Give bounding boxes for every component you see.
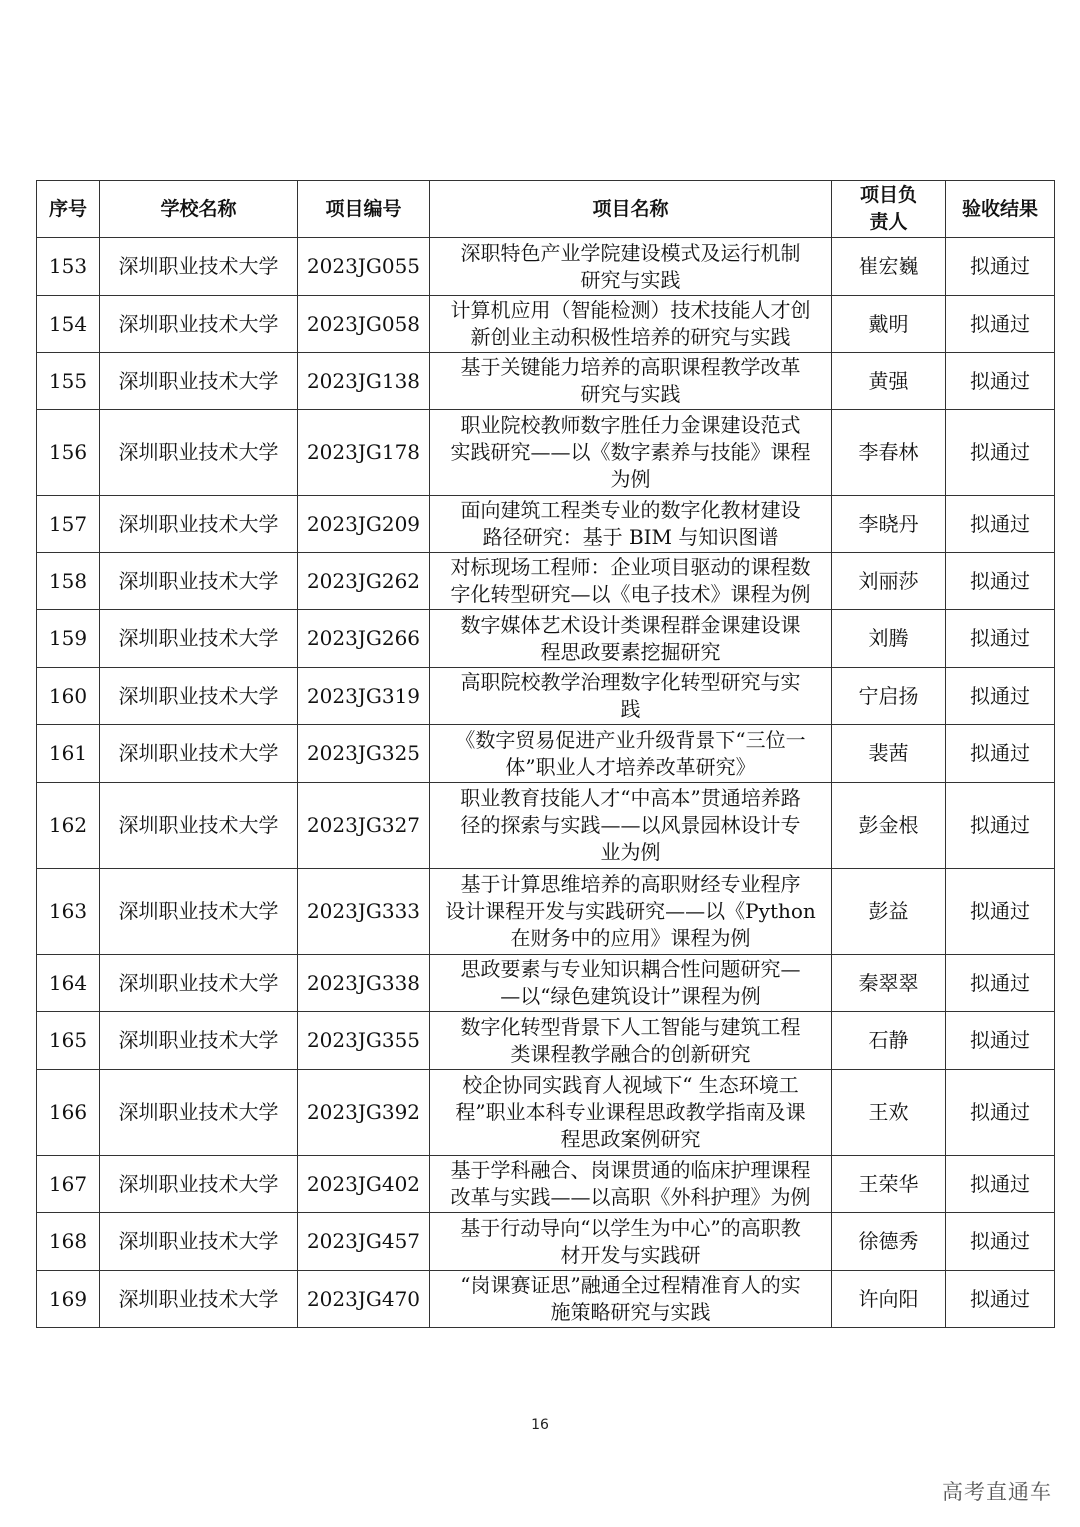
serial-cell: 154 <box>37 296 100 353</box>
project-name-cell <box>430 668 832 725</box>
table-row <box>37 668 1055 725</box>
project-name-cell <box>430 238 832 296</box>
serial-cell: 153 <box>37 238 100 296</box>
leader-cell: 黄强 <box>832 353 946 410</box>
header-code: 项目编号 <box>298 181 430 238</box>
leader-cell: 裴茜 <box>832 725 946 783</box>
leader-cell: 王欢 <box>832 1070 946 1156</box>
table-body <box>37 238 1055 1328</box>
results-table <box>36 180 1055 1328</box>
project-name-line: “岗课赛证思”融通全过程精准育人的实 <box>460 1273 801 1297</box>
project-name-line: 体”职业人才培养改革研究》 <box>505 754 756 779</box>
school-cell: 深圳职业技术大学 <box>100 1070 298 1156</box>
project-name-cell <box>430 725 832 783</box>
watermark: 高考直通车 <box>942 1480 1052 1504</box>
table-row <box>37 869 1055 955</box>
project-name-cell <box>430 1213 832 1271</box>
school-cell: 深圳职业技术大学 <box>100 1271 298 1328</box>
result-cell: 拟通过 <box>946 238 1055 296</box>
result-cell: 拟通过 <box>946 869 1055 955</box>
leader-cell: 宁启扬 <box>832 668 946 725</box>
project-name-line: 程思政案例研究 <box>560 1127 701 1151</box>
code-cell: 2023JG338 <box>298 955 430 1012</box>
project-name-line: 路径研究：基于 BIM 与知识图谱 <box>482 525 779 549</box>
serial-cell: 163 <box>37 869 100 955</box>
project-name-cell <box>430 610 832 668</box>
project-name-cell <box>430 296 832 353</box>
project-name-line: 面向建筑工程类专业的数字化教材建设 <box>460 498 801 522</box>
leader-cell: 彭益 <box>832 869 946 955</box>
result-cell: 拟通过 <box>946 1156 1055 1213</box>
project-name-line: 基于关键能力培养的高职课程教学改革 <box>460 355 801 379</box>
leader-cell: 刘丽莎 <box>832 553 946 610</box>
serial-cell: 160 <box>37 668 100 725</box>
table-row <box>37 725 1055 783</box>
school-cell: 深圳职业技术大学 <box>100 1156 298 1213</box>
leader-cell: 秦翠翠 <box>832 955 946 1012</box>
leader-cell: 彭金根 <box>832 783 946 869</box>
header-project-name: 项目名称 <box>430 181 832 238</box>
project-name-line: 施策略研究与实践 <box>550 1300 711 1324</box>
serial-cell: 166 <box>37 1070 100 1156</box>
code-cell: 2023JG402 <box>298 1156 430 1213</box>
table-row <box>37 410 1055 496</box>
serial-cell: 156 <box>37 410 100 496</box>
school-cell: 深圳职业技术大学 <box>100 783 298 869</box>
leader-cell: 石静 <box>832 1012 946 1070</box>
serial-cell: 158 <box>37 553 100 610</box>
school-cell: 深圳职业技术大学 <box>100 1213 298 1271</box>
project-name-line: 研究与实践 <box>580 382 681 406</box>
project-name-cell <box>430 1271 832 1328</box>
page-number: 16 <box>531 1417 549 1433</box>
project-name-cell <box>430 553 832 610</box>
leader-cell: 许向阳 <box>832 1271 946 1328</box>
table-row <box>37 496 1055 553</box>
project-name-line: 基于行动导向“以学生为中心”的高职教 <box>460 1215 801 1240</box>
table-row <box>37 1271 1055 1328</box>
table-row <box>37 353 1055 410</box>
project-name-line: 类课程教学融合的创新研究 <box>510 1041 751 1066</box>
code-cell: 2023JG457 <box>298 1213 430 1271</box>
leader-cell: 徐德秀 <box>832 1213 946 1271</box>
serial-cell: 165 <box>37 1012 100 1070</box>
project-name-line: 为例 <box>610 467 651 491</box>
leader-cell: 刘腾 <box>832 610 946 668</box>
project-name-cell <box>430 783 832 869</box>
project-name-line: 实践研究——以《数字素养与技能》课程 <box>450 440 811 464</box>
school-cell: 深圳职业技术大学 <box>100 1012 298 1070</box>
serial-cell: 164 <box>37 955 100 1012</box>
school-cell: 深圳职业技术大学 <box>100 553 298 610</box>
serial-cell: 161 <box>37 725 100 783</box>
school-cell: 深圳职业技术大学 <box>100 668 298 725</box>
leader-cell: 李春林 <box>832 410 946 496</box>
project-name-line: 深职特色产业学院建设模式及运行机制 <box>460 240 801 265</box>
result-cell: 拟通过 <box>946 1213 1055 1271</box>
school-cell: 深圳职业技术大学 <box>100 869 298 955</box>
table-row <box>37 610 1055 668</box>
code-cell: 2023JG138 <box>298 353 430 410</box>
code-cell: 2023JG319 <box>298 668 430 725</box>
project-name-line: 设计课程开发与实践研究——以《Python <box>445 899 816 923</box>
project-name-cell <box>430 410 832 496</box>
project-name-cell <box>430 869 832 955</box>
result-cell: 拟通过 <box>946 1070 1055 1156</box>
table-row <box>37 1012 1055 1070</box>
project-name-line: 径的探索与实践——以风景园林设计专 <box>460 813 801 837</box>
school-cell: 深圳职业技术大学 <box>100 496 298 553</box>
table-row <box>37 296 1055 353</box>
leader-cell: 王荣华 <box>832 1156 946 1213</box>
serial-cell: 167 <box>37 1156 100 1213</box>
project-name-line: 对标现场工程师：企业项目驱动的课程数 <box>450 555 811 579</box>
code-cell: 2023JG209 <box>298 496 430 553</box>
school-cell: 深圳职业技术大学 <box>100 410 298 496</box>
serial-cell: 159 <box>37 610 100 668</box>
project-name-line: 字化转型研究—以《电子技术》课程为例 <box>450 582 811 606</box>
leader-cell: 戴明 <box>832 296 946 353</box>
result-cell: 拟通过 <box>946 296 1055 353</box>
project-name-line: 研究与实践 <box>580 267 681 292</box>
project-name-line: 高职院校教学治理数字化转型研究与实 <box>460 670 801 694</box>
serial-cell: 168 <box>37 1213 100 1271</box>
table-row <box>37 238 1055 296</box>
code-cell: 2023JG333 <box>298 869 430 955</box>
result-cell: 拟通过 <box>946 410 1055 496</box>
result-cell: 拟通过 <box>946 725 1055 783</box>
project-name-cell <box>430 1156 832 1213</box>
header-row <box>37 181 1055 238</box>
header-serial: 序号 <box>37 181 100 238</box>
header-result: 验收结果 <box>946 181 1055 238</box>
serial-cell: 157 <box>37 496 100 553</box>
project-name-line: 在财务中的应用》课程为例 <box>510 926 751 950</box>
project-name-line: 数字化转型背景下人工智能与建筑工程 <box>460 1014 801 1039</box>
result-cell: 拟通过 <box>946 553 1055 610</box>
school-cell: 深圳职业技术大学 <box>100 238 298 296</box>
code-cell: 2023JG262 <box>298 553 430 610</box>
project-name-line: 践 <box>620 697 641 721</box>
project-name-line: 计算机应用（智能检测）技术技能人才创 <box>450 298 811 322</box>
project-name-line: 程”职业本科专业课程思政教学指南及课 <box>455 1100 806 1124</box>
serial-cell: 169 <box>37 1271 100 1328</box>
project-name-line: 程思政要素挖掘研究 <box>540 639 721 664</box>
result-cell: 拟通过 <box>946 1271 1055 1328</box>
leader-cell: 崔宏巍 <box>832 238 946 296</box>
project-name-cell <box>430 1012 832 1070</box>
result-cell: 拟通过 <box>946 668 1055 725</box>
code-cell: 2023JG355 <box>298 1012 430 1070</box>
table-row <box>37 1213 1055 1271</box>
code-cell: 2023JG055 <box>298 238 430 296</box>
project-name-cell <box>430 496 832 553</box>
school-cell: 深圳职业技术大学 <box>100 296 298 353</box>
project-name-line: —以“绿色建筑设计”课程为例 <box>500 984 761 1008</box>
result-cell: 拟通过 <box>946 496 1055 553</box>
table-row <box>37 1156 1055 1213</box>
project-name-cell <box>430 353 832 410</box>
serial-cell: 162 <box>37 783 100 869</box>
code-cell: 2023JG058 <box>298 296 430 353</box>
school-cell: 深圳职业技术大学 <box>100 610 298 668</box>
project-name-line: 校企协同实践育人视域下“ 生态环境工 <box>462 1073 799 1097</box>
code-cell: 2023JG470 <box>298 1271 430 1328</box>
project-name-cell <box>430 1070 832 1156</box>
project-name-line: 业为例 <box>600 840 661 864</box>
project-name-line: 思政要素与专业知识耦合性问题研究— <box>460 957 801 981</box>
code-cell: 2023JG266 <box>298 610 430 668</box>
project-name-line: 《数字贸易促进产业升级背景下“三位一 <box>455 727 806 752</box>
project-name-line: 新创业主动积极性培养的研究与实践 <box>470 325 791 349</box>
result-cell: 拟通过 <box>946 955 1055 1012</box>
table-row <box>37 955 1055 1012</box>
project-name-line: 职业院校教师数字胜任力金课建设范式 <box>460 413 801 437</box>
school-cell: 深圳职业技术大学 <box>100 955 298 1012</box>
project-name-line: 基于学科融合、岗课贯通的临床护理课程 <box>450 1158 811 1182</box>
project-name-line: 基于计算思维培养的高职财经专业程序 <box>460 872 801 896</box>
project-name-line: 改革与实践——以高职《外科护理》为例 <box>450 1185 811 1209</box>
code-cell: 2023JG392 <box>298 1070 430 1156</box>
project-name-line: 职业教育技能人才“中高本”贯通培养路 <box>460 786 801 810</box>
school-cell: 深圳职业技术大学 <box>100 725 298 783</box>
code-cell: 2023JG327 <box>298 783 430 869</box>
result-cell: 拟通过 <box>946 610 1055 668</box>
school-cell: 深圳职业技术大学 <box>100 353 298 410</box>
table-row <box>37 783 1055 869</box>
leader-cell: 李晓丹 <box>832 496 946 553</box>
result-cell: 拟通过 <box>946 783 1055 869</box>
table-row <box>37 1070 1055 1156</box>
result-cell: 拟通过 <box>946 353 1055 410</box>
code-cell: 2023JG178 <box>298 410 430 496</box>
project-name-line: 数字媒体艺术设计类课程群金课建设课 <box>460 612 801 637</box>
header-leader: 项目负责人 <box>832 181 946 238</box>
serial-cell: 155 <box>37 353 100 410</box>
result-cell: 拟通过 <box>946 1012 1055 1070</box>
table-row <box>37 553 1055 610</box>
code-cell: 2023JG325 <box>298 725 430 783</box>
project-name-cell <box>430 955 832 1012</box>
project-name-line: 材开发与实践研 <box>560 1242 701 1267</box>
header-school: 学校名称 <box>100 181 298 238</box>
